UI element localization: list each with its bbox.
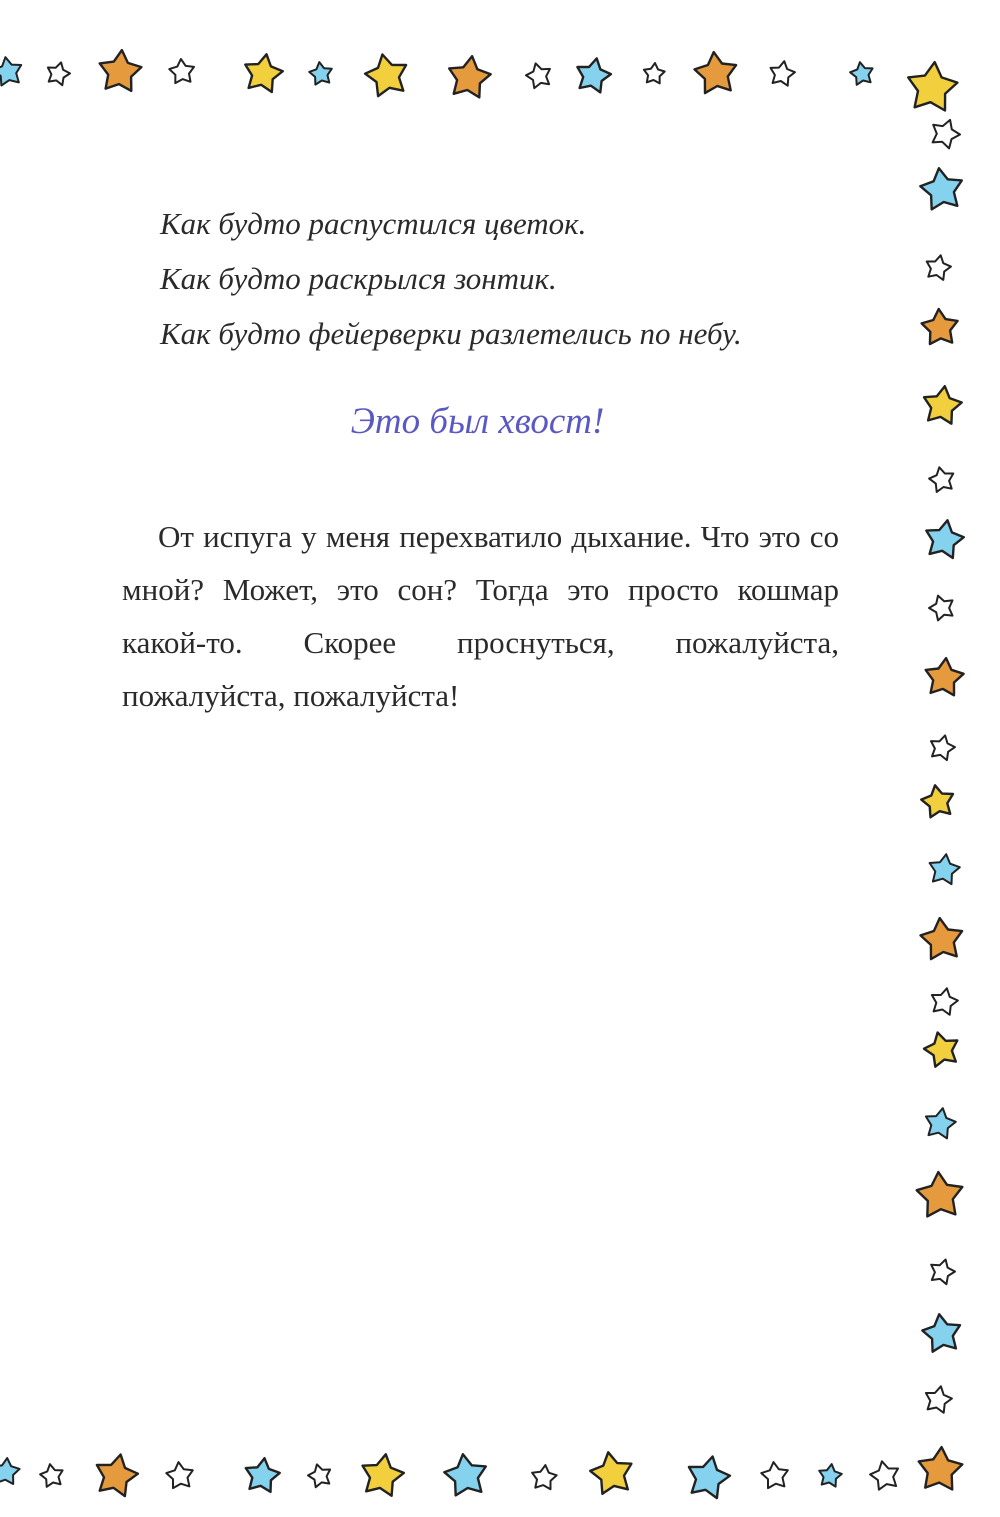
star-icon bbox=[308, 1464, 330, 1487]
star-icon bbox=[689, 1457, 730, 1499]
star-icon bbox=[444, 1454, 486, 1495]
star-icon bbox=[926, 1386, 952, 1413]
star-icon bbox=[532, 1465, 557, 1489]
star-icon bbox=[931, 1260, 955, 1285]
star-icon bbox=[771, 61, 795, 85]
star-icon bbox=[169, 59, 194, 83]
star-icon bbox=[932, 988, 958, 1015]
star-icon bbox=[924, 386, 962, 424]
star-icon bbox=[819, 1464, 842, 1487]
star-icon bbox=[309, 62, 332, 85]
star-icon bbox=[695, 52, 737, 93]
star-icon bbox=[924, 1033, 957, 1067]
star-icon bbox=[929, 596, 953, 621]
star-icon bbox=[245, 54, 282, 92]
star-icon bbox=[449, 56, 491, 97]
star-icon bbox=[929, 467, 953, 492]
star-icon bbox=[921, 918, 963, 959]
star-icon bbox=[926, 520, 964, 558]
star-icon bbox=[926, 1108, 956, 1138]
star-icon bbox=[40, 1464, 63, 1487]
star-icon bbox=[850, 62, 873, 85]
verse-line: Как будто фейерверки разлетелись по небу. bbox=[160, 316, 742, 351]
star-icon bbox=[908, 62, 957, 110]
star-icon bbox=[577, 58, 611, 92]
star-icon bbox=[97, 1455, 138, 1497]
star-icon bbox=[644, 63, 665, 83]
verse-block bbox=[160, 196, 880, 361]
star-icon bbox=[0, 57, 21, 85]
star-icon bbox=[363, 1454, 404, 1496]
star-icon bbox=[930, 854, 960, 884]
star-icon bbox=[921, 785, 953, 817]
star-icon bbox=[922, 309, 958, 344]
star-icon bbox=[922, 1314, 960, 1352]
star-icon bbox=[920, 168, 962, 209]
body-paragraph: От испуга у меня перехватило дыхание. Что это со мной? Может, это сон? Тогда это просто кошмар какой-то. Скорее проснуться, пожалуйста, пожалуйста, пожалуйста! bbox=[122, 519, 839, 713]
verse-line: Как будто раскрылся зонтик. bbox=[160, 261, 557, 296]
star-icon bbox=[917, 1172, 963, 1216]
star-icon bbox=[166, 1462, 193, 1488]
star-icon bbox=[870, 1461, 898, 1489]
star-icon bbox=[926, 658, 964, 695]
page-heading: Это был хвост! bbox=[350, 401, 605, 442]
star-icon bbox=[100, 50, 142, 91]
star-icon bbox=[590, 1452, 631, 1494]
star-icon bbox=[927, 255, 951, 280]
star-icon bbox=[0, 1458, 20, 1484]
star-icon bbox=[526, 63, 550, 88]
star-icon bbox=[365, 55, 406, 97]
verse-line: Как будто распустился цветок. bbox=[160, 206, 587, 241]
star-icon bbox=[761, 1462, 788, 1488]
star-icon bbox=[48, 62, 70, 85]
star-icon bbox=[933, 120, 960, 148]
star-icon bbox=[919, 1447, 963, 1489]
star-icon bbox=[246, 1458, 280, 1492]
star-icon bbox=[931, 735, 955, 760]
